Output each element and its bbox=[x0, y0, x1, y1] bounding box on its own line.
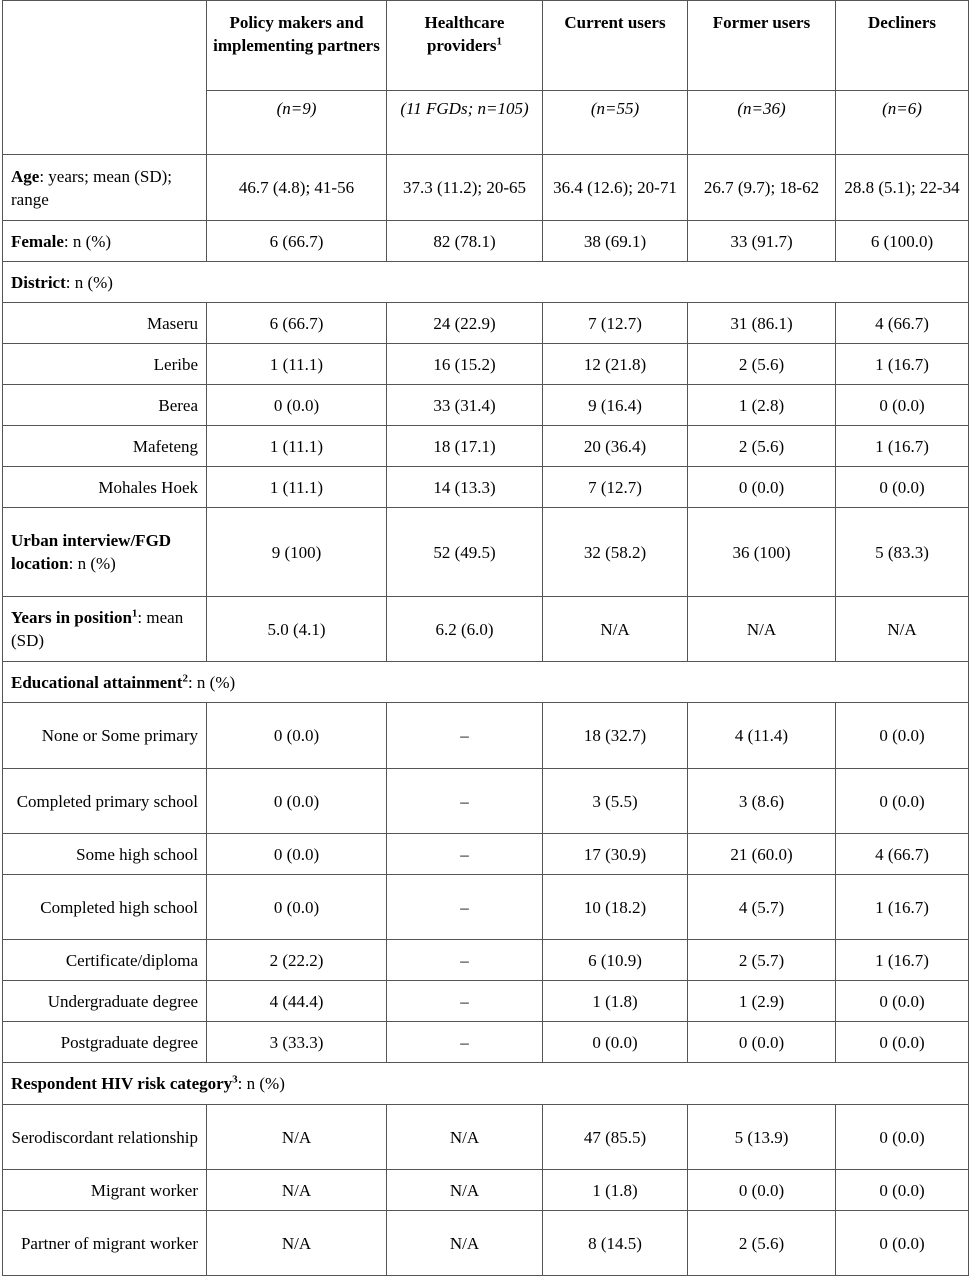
value-cell: 1 (16.7) bbox=[836, 344, 969, 385]
row-label: Female: n (%) bbox=[3, 221, 207, 262]
value-cell: 0 (0.0) bbox=[207, 875, 387, 940]
sample-size-cell: (n=9) bbox=[207, 91, 387, 155]
value-cell: 9 (100) bbox=[207, 508, 387, 597]
value-cell: 18 (17.1) bbox=[387, 426, 543, 467]
value-cell: 8 (14.5) bbox=[543, 1211, 688, 1276]
value-cell: N/A bbox=[387, 1211, 543, 1276]
value-cell: 28.8 (5.1); 22-34 bbox=[836, 155, 969, 221]
value-cell: 5.0 (4.1) bbox=[207, 597, 387, 662]
value-cell: 0 (0.0) bbox=[207, 703, 387, 769]
value-cell: 0 (0.0) bbox=[836, 981, 969, 1022]
row-label: Mohales Hoek bbox=[3, 467, 207, 508]
value-cell: 4 (44.4) bbox=[207, 981, 387, 1022]
hiv-risk-row bbox=[3, 1105, 969, 1170]
value-cell: 32 (58.2) bbox=[543, 508, 688, 597]
education-row bbox=[3, 703, 969, 769]
district-row bbox=[3, 344, 969, 385]
value-cell: 17 (30.9) bbox=[543, 834, 688, 875]
row-label: Urban interview/FGD location: n (%) bbox=[3, 508, 207, 597]
value-cell: 4 (11.4) bbox=[688, 703, 836, 769]
value-cell: – bbox=[387, 875, 543, 940]
value-cell: 4 (66.7) bbox=[836, 303, 969, 344]
header-healthcare-providers: Healthcare providers$^1$ bbox=[387, 1, 543, 91]
section-heading: District: n (%) bbox=[3, 262, 969, 303]
participant-characteristics-table bbox=[2, 0, 969, 1276]
value-cell: 7 (12.7) bbox=[543, 467, 688, 508]
sample-size-cell: (n=55) bbox=[543, 91, 688, 155]
row-label: Mafeteng bbox=[3, 426, 207, 467]
value-cell: 33 (31.4) bbox=[387, 385, 543, 426]
section-heading: Respondent HIV risk category$^3$: n (%) bbox=[3, 1063, 969, 1105]
value-cell: – bbox=[387, 703, 543, 769]
value-cell: 0 (0.0) bbox=[688, 467, 836, 508]
education-row bbox=[3, 769, 969, 834]
value-cell: 0 (0.0) bbox=[836, 385, 969, 426]
hiv-risk-row bbox=[3, 1170, 969, 1211]
row-label: Serodiscordant relationship bbox=[3, 1105, 207, 1170]
header-row bbox=[3, 1, 969, 91]
value-cell: 47 (85.5) bbox=[543, 1105, 688, 1170]
age-row bbox=[3, 155, 969, 221]
value-cell: 1 (1.8) bbox=[543, 1170, 688, 1211]
value-cell: 46.7 (4.8); 41-56 bbox=[207, 155, 387, 221]
value-cell: 1 (16.7) bbox=[836, 940, 969, 981]
value-cell: 4 (66.7) bbox=[836, 834, 969, 875]
value-cell: 0 (0.0) bbox=[836, 1022, 969, 1063]
value-cell: 18 (32.7) bbox=[543, 703, 688, 769]
value-cell: 37.3 (11.2); 20-65 bbox=[387, 155, 543, 221]
value-cell: 24 (22.9) bbox=[387, 303, 543, 344]
row-label: Completed primary school bbox=[3, 769, 207, 834]
value-cell: 6 (100.0) bbox=[836, 221, 969, 262]
value-cell: 26.7 (9.7); 18-62 bbox=[688, 155, 836, 221]
value-cell: 2 (5.7) bbox=[688, 940, 836, 981]
value-cell: 1 (2.8) bbox=[688, 385, 836, 426]
header-current-users: Current users bbox=[543, 1, 688, 91]
value-cell: 0 (0.0) bbox=[688, 1170, 836, 1211]
row-label: Partner of migrant worker bbox=[3, 1211, 207, 1276]
value-cell: 3 (5.5) bbox=[543, 769, 688, 834]
row-label: Completed high school bbox=[3, 875, 207, 940]
value-cell: N/A bbox=[836, 597, 969, 662]
value-cell: 4 (5.7) bbox=[688, 875, 836, 940]
value-cell: 0 (0.0) bbox=[836, 703, 969, 769]
education-row bbox=[3, 875, 969, 940]
value-cell: 9 (16.4) bbox=[543, 385, 688, 426]
value-cell: 20 (36.4) bbox=[543, 426, 688, 467]
value-cell: 5 (13.9) bbox=[688, 1105, 836, 1170]
value-cell: N/A bbox=[387, 1170, 543, 1211]
female-row bbox=[3, 221, 969, 262]
value-cell: 1 (11.1) bbox=[207, 467, 387, 508]
value-cell: N/A bbox=[207, 1105, 387, 1170]
value-cell: 0 (0.0) bbox=[207, 385, 387, 426]
row-label: Years in position$^1$: mean (SD) bbox=[3, 597, 207, 662]
district-section-row bbox=[3, 262, 969, 303]
value-cell: N/A bbox=[543, 597, 688, 662]
value-cell: 2 (22.2) bbox=[207, 940, 387, 981]
footnote-marker: 3 bbox=[232, 1073, 238, 1086]
value-cell: 0 (0.0) bbox=[688, 1022, 836, 1063]
district-row bbox=[3, 426, 969, 467]
value-cell: – bbox=[387, 1022, 543, 1063]
district-row bbox=[3, 303, 969, 344]
value-cell: 33 (91.7) bbox=[688, 221, 836, 262]
header-decliners: Decliners bbox=[836, 1, 969, 91]
row-label: Some high school bbox=[3, 834, 207, 875]
value-cell: 5 (83.3) bbox=[836, 508, 969, 597]
value-cell: 1 (1.8) bbox=[543, 981, 688, 1022]
value-cell: 0 (0.0) bbox=[836, 769, 969, 834]
years-in-position-row bbox=[3, 597, 969, 662]
row-label: Postgraduate degree bbox=[3, 1022, 207, 1063]
value-cell: 1 (11.1) bbox=[207, 426, 387, 467]
row-label: Certificate/diploma bbox=[3, 940, 207, 981]
sample-size-empty-cell bbox=[3, 91, 207, 155]
value-cell: 38 (69.1) bbox=[543, 221, 688, 262]
row-label: Migrant worker bbox=[3, 1170, 207, 1211]
district-row bbox=[3, 385, 969, 426]
value-cell: 14 (13.3) bbox=[387, 467, 543, 508]
education-section-row bbox=[3, 662, 969, 703]
value-cell: 2 (5.6) bbox=[688, 1211, 836, 1276]
urban-location-row bbox=[3, 508, 969, 597]
value-cell: 0 (0.0) bbox=[207, 769, 387, 834]
education-row bbox=[3, 981, 969, 1022]
value-cell: 0 (0.0) bbox=[836, 1105, 969, 1170]
value-cell: N/A bbox=[387, 1105, 543, 1170]
header-policy-makers: Policy makers and implementing partners bbox=[207, 1, 387, 91]
value-cell: – bbox=[387, 769, 543, 834]
header-empty-cell bbox=[3, 1, 207, 91]
value-cell: 1 (11.1) bbox=[207, 344, 387, 385]
row-label: Age: years; mean (SD); range bbox=[3, 155, 207, 221]
value-cell: 36.4 (12.6); 20-71 bbox=[543, 155, 688, 221]
value-cell: 36 (100) bbox=[688, 508, 836, 597]
value-cell: 1 (2.9) bbox=[688, 981, 836, 1022]
value-cell: 31 (86.1) bbox=[688, 303, 836, 344]
value-cell: – bbox=[387, 940, 543, 981]
education-row bbox=[3, 834, 969, 875]
value-cell: 21 (60.0) bbox=[688, 834, 836, 875]
value-cell: 82 (78.1) bbox=[387, 221, 543, 262]
education-row bbox=[3, 940, 969, 981]
value-cell: 3 (33.3) bbox=[207, 1022, 387, 1063]
value-cell: 12 (21.8) bbox=[543, 344, 688, 385]
row-label: Leribe bbox=[3, 344, 207, 385]
sample-size-cell: (11 FGDs; n=105) bbox=[387, 91, 543, 155]
value-cell: 6 (10.9) bbox=[543, 940, 688, 981]
value-cell: 3 (8.6) bbox=[688, 769, 836, 834]
value-cell: 6 (66.7) bbox=[207, 303, 387, 344]
hiv-risk-section-row bbox=[3, 1063, 969, 1105]
value-cell: N/A bbox=[207, 1211, 387, 1276]
value-cell: 0 (0.0) bbox=[543, 1022, 688, 1063]
footnote-marker: 1 bbox=[496, 35, 503, 48]
value-cell: 0 (0.0) bbox=[836, 467, 969, 508]
row-label: Berea bbox=[3, 385, 207, 426]
footnote-marker: 2 bbox=[182, 671, 188, 684]
sample-size-cell: (n=6) bbox=[836, 91, 969, 155]
hiv-risk-row bbox=[3, 1211, 969, 1276]
header-former-users: Former users bbox=[688, 1, 836, 91]
value-cell: 2 (5.6) bbox=[688, 426, 836, 467]
education-row bbox=[3, 1022, 969, 1063]
footnote-marker: 1 bbox=[131, 607, 138, 620]
value-cell: 1 (16.7) bbox=[836, 426, 969, 467]
sample-size-cell: (n=36) bbox=[688, 91, 836, 155]
value-cell: 0 (0.0) bbox=[836, 1170, 969, 1211]
value-cell: 52 (49.5) bbox=[387, 508, 543, 597]
row-label: Undergraduate degree bbox=[3, 981, 207, 1022]
value-cell: – bbox=[387, 981, 543, 1022]
value-cell: 10 (18.2) bbox=[543, 875, 688, 940]
value-cell: 2 (5.6) bbox=[688, 344, 836, 385]
value-cell: 0 (0.0) bbox=[207, 834, 387, 875]
row-label: None or Some primary bbox=[3, 703, 207, 769]
value-cell: 7 (12.7) bbox=[543, 303, 688, 344]
value-cell: 6 (66.7) bbox=[207, 221, 387, 262]
section-heading: Educational attainment$^2$: n (%) bbox=[3, 662, 969, 703]
value-cell: N/A bbox=[688, 597, 836, 662]
district-row bbox=[3, 467, 969, 508]
sample-size-row bbox=[3, 91, 969, 155]
value-cell: 0 (0.0) bbox=[836, 1211, 969, 1276]
value-cell: – bbox=[387, 834, 543, 875]
row-label: Maseru bbox=[3, 303, 207, 344]
value-cell: 16 (15.2) bbox=[387, 344, 543, 385]
value-cell: 6.2 (6.0) bbox=[387, 597, 543, 662]
value-cell: 1 (16.7) bbox=[836, 875, 969, 940]
value-cell: N/A bbox=[207, 1170, 387, 1211]
